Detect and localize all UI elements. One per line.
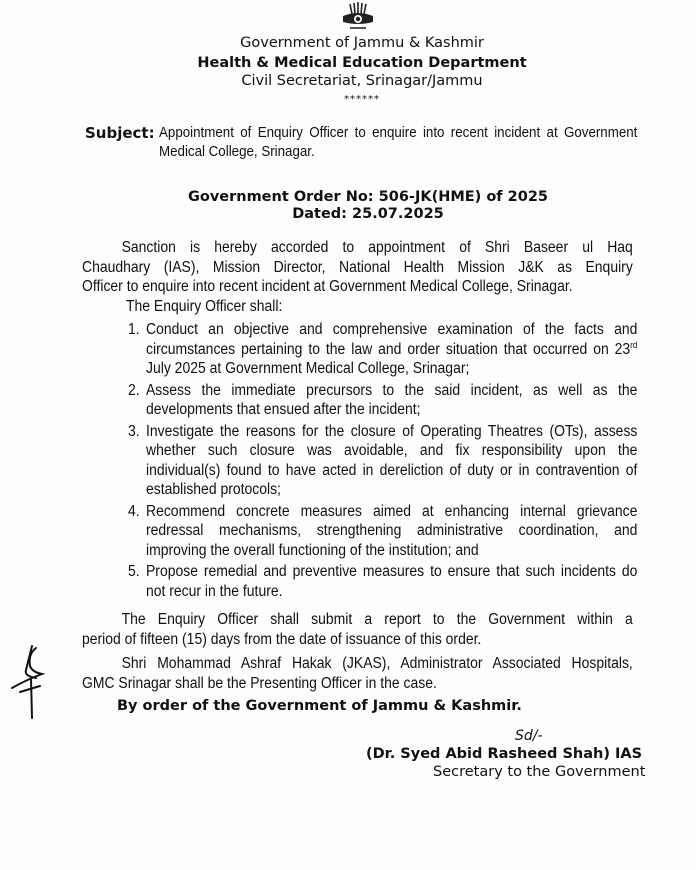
list-item-number: 5.: [128, 563, 140, 580]
handwritten-initials-icon: [6, 640, 46, 720]
presenting-line-2: GMC Srinagar shall be the Presenting Officer in the case.: [82, 674, 437, 692]
list-item-text: Assess the immediate precursors to the said incident, as well as the developments that ensued after the incident;: [146, 381, 638, 418]
sanction-paragraph: [82, 238, 633, 297]
duties-intro: The Enquiry Officer shall:: [126, 298, 283, 315]
header-separator: ******: [344, 94, 380, 105]
report-line-1: The Enquiry Officer shall submit a report to the Government within a: [121, 611, 633, 628]
list-item-text: Recommend concrete measures aimed at enhancing internal grievance redressal mechanisms, strengthening administrative coordination, and improving the overall functioning of the institution; and: [146, 502, 638, 559]
header-department: Health & Medical Education Department: [197, 55, 527, 71]
by-order-line: By order of the Government of Jammu & Kashmir.: [117, 698, 522, 714]
list-item: [128, 502, 637, 561]
list-item-number: 2.: [128, 381, 140, 399]
report-line-2: period of fifteen (15) days from the date of issuance of this order.: [82, 630, 482, 648]
list-item: [128, 562, 637, 601]
signatory-name: (Dr. Syed Abid Rasheed Shah) IAS: [366, 746, 643, 762]
sanction-line-2: Chaudhary (IAS), Mission Director, National Health Mission J&K as Enquiry: [82, 258, 633, 276]
subject-label: Subject:: [85, 124, 155, 142]
list-item-number: 1.: [128, 321, 140, 338]
order-number: Government Order No: 506-JK(HME) of 2025: [187, 189, 549, 205]
order-date: Dated: 25.07.2025: [292, 206, 444, 222]
list-item: [128, 381, 637, 420]
sanction-line-3: Officer to enquire into recent incident at Government Medical College, Srinagar.: [82, 278, 573, 295]
header-government: Government of Jammu & Kashmir: [240, 35, 484, 51]
signatory-designation: Secretary to the Government: [433, 764, 646, 780]
duties-list: [128, 320, 637, 603]
list-item-text: Propose remedial and preventive measures to ensure that such incidents do not recur in the future.: [146, 563, 638, 600]
report-paragraph: [82, 610, 633, 649]
list-item-number: 4.: [128, 502, 140, 520]
presenting-line-1: Shri Mohammad Ashraf Hakak (JKAS), Administrator Associated Hospitals,: [121, 655, 633, 672]
list-item: [128, 422, 637, 500]
header-location: Civil Secretariat, Srinagar/Jammu: [241, 73, 483, 89]
sanction-line-1: Sanction is hereby accorded to appointment of Shri Baseer ul Haq: [121, 239, 633, 256]
list-item: [128, 320, 637, 379]
signed-mark: Sd/-: [515, 728, 543, 744]
list-item-text: Investigate the reasons for the closure of Operating Theatres (OTs), assess whether such closure was avoidable, and fix responsibility upon the individual(s) found to have acted in dereliction of duty or in contravention of established protocols;: [146, 422, 638, 498]
presenting-officer-paragraph: [82, 654, 633, 693]
state-emblem-icon: [336, 2, 380, 32]
subject-text: Appointment of Enquiry Officer to enquire into recent incident at Government Medical College, Srinagar.: [159, 125, 638, 160]
list-item-text: Conduct an objective and comprehensive examination of the facts and circumstances pertaining to the law and order situation that occurred on 23rd July 2025 at Government Medical College, Srinagar;: [146, 321, 638, 377]
list-item-number: 3.: [128, 422, 140, 440]
